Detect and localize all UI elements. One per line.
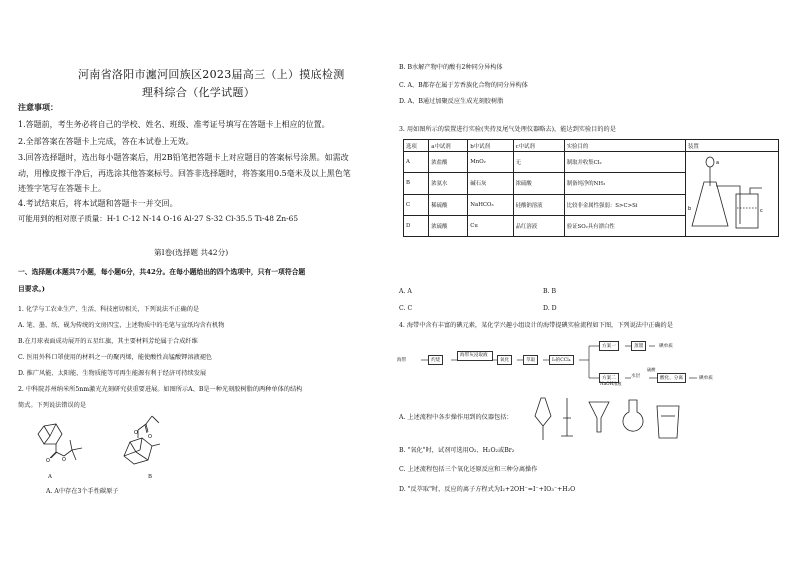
table-cell: Cu xyxy=(468,215,513,236)
apparatus-label-b: b xyxy=(688,206,692,212)
notice-item: 1.答题前，考生务必将自己的学校、姓名、班级、准考证号填写在答题卡上相应的位置。 xyxy=(18,120,330,129)
table-cell: NaHCO₃ xyxy=(468,194,513,215)
table-cell: 制取并收集Cl₂ xyxy=(564,152,685,173)
apparatus-cell xyxy=(686,152,779,237)
table-header: c中试剂 xyxy=(513,140,564,152)
table-cell: MnO₂ xyxy=(468,152,513,173)
table-cell: 比较非金属性强弱：S>C>Si xyxy=(564,194,685,215)
q2-option-c: C. A、B都存在属于芳香族化合物的同分异构体 xyxy=(399,82,528,89)
q3-choice-d: D. D xyxy=(543,305,557,312)
q2-option-a: A. A中存在3个手性碳原子 xyxy=(46,488,119,495)
section-title: 第Ⅰ卷(选择题 共42分) xyxy=(154,248,229,257)
molecule-a-structure xyxy=(30,420,100,478)
q4-option-d: D. "反萃取"时，反应的离子方程式为I₂+2OH⁻=I⁻+IO₃⁻+H₂O xyxy=(399,486,576,493)
apparatus-label-c: c xyxy=(760,208,763,214)
table-header: a中试剂 xyxy=(429,140,468,152)
svg-text:O: O xyxy=(62,457,66,463)
flow-sulfuric: 硫酸 xyxy=(647,367,656,372)
svg-text:O: O xyxy=(134,430,138,436)
table-cell: 稀硫酸 xyxy=(429,194,468,215)
flow-aqueous-layer: 水层 xyxy=(631,374,641,379)
flow-iodine-2: 碘单质 xyxy=(699,376,713,381)
q2-option-b: B. B水解产物中的酸有2种同分异构体 xyxy=(399,64,503,71)
q1-option-b: B.在月球表面成功展开的五星红旗，其主要材料芳纶属于合成纤维 xyxy=(18,338,198,345)
q4-option-b: B. "氧化"时，试剂可选用O₂、H₂O₂或Br₂ xyxy=(399,447,515,454)
table-cell: 浓氨水 xyxy=(429,173,468,194)
q3-choice-b: B. B xyxy=(543,288,557,295)
table-cell: 碱石灰 xyxy=(468,173,513,194)
table-cell: 浓硫酸 xyxy=(513,173,564,194)
table-cell: C xyxy=(404,194,429,215)
q2-option-d: D. A、B通过加聚反应生成光刻胶树脂 xyxy=(399,98,504,105)
atomic-masses: 可能用到的相对原子质量：H-1 C-12 N-14 O-16 Al-27 S-32 Cl-35.5 Ti-48 Zn-65 xyxy=(18,214,299,223)
flow-iodine-1: 碘单质 xyxy=(659,344,673,349)
flow-naoh: NaOH溶液 xyxy=(600,381,622,386)
section-instruction: 目要求。) xyxy=(18,285,46,293)
table-header-row xyxy=(404,140,779,152)
table-header: 装置 xyxy=(686,140,779,152)
beaker-icon xyxy=(657,406,679,438)
q3-choice-a: A. A xyxy=(399,288,412,295)
q4-option-a: A. 上述流程中各步操作用到的仪器包括： xyxy=(399,414,513,421)
flow-acidify-separate: 酸化、分离 xyxy=(657,373,686,383)
table-cell: B xyxy=(404,173,429,194)
flow-distill: 蒸馏 xyxy=(631,341,646,351)
flow-ash-extract: 海带灰浸取液 xyxy=(457,351,493,361)
table-cell: A xyxy=(404,152,429,173)
table-header: 选项 xyxy=(404,140,429,152)
flow-burn: 灼烧 xyxy=(428,355,443,365)
table-cell: 制备纯净的NH₃ xyxy=(564,173,685,194)
flow-plan-two: 方案二 xyxy=(599,373,619,383)
q3-table xyxy=(403,139,779,237)
table-cell: 硅酸钠溶液 xyxy=(513,194,564,215)
q1-option-d: D. 推广风能、太阳能、生物质能等可再生能源有利于经济可持续发展 xyxy=(18,370,207,377)
table-cell: D xyxy=(404,215,429,236)
flow-seaweed: 海带 xyxy=(397,358,407,363)
flow-plan-one: 方案一 xyxy=(599,341,619,351)
exam-title: 河南省洛阳市瀍河回族区2023届高三（上）摸底检测 xyxy=(78,68,345,81)
separatory-funnel-icon xyxy=(535,398,551,440)
table-header: b中试剂 xyxy=(468,140,513,152)
q4-stem: 4. 海带中含有丰富的碘元素，某化学兴趣小组设计的海带提碘实验流程如下图，下列说法中正确的是 xyxy=(399,322,673,329)
funnel-icon xyxy=(589,402,609,432)
flask-icon xyxy=(623,400,643,431)
q1-option-a: A. 笔、墨、纸、砚为传统的文房四宝，上述物质中的毛笔与宣纸均含有机物 xyxy=(18,322,225,329)
svg-text:O: O xyxy=(148,434,152,440)
table-cell: 浓盐酸 xyxy=(429,152,468,173)
section-instruction: 一、选择题(本题共7小题，每小题6分，共42分。在每小题给出的四个选项中，只有一项符合题 xyxy=(18,268,306,276)
flow-oxidize: 氧化 xyxy=(497,355,512,365)
q3-choice-c: C. C xyxy=(399,305,413,312)
molecule-b-label: B xyxy=(148,474,152,480)
q1-stem: 1. 化学与工农业生产、生活、科技密切相关，下列说法不正确的是 xyxy=(18,306,200,313)
table-cell: 浓硫酸 xyxy=(429,215,468,236)
svg-text:O: O xyxy=(46,458,50,464)
table-header: 实验目的 xyxy=(564,140,685,152)
notice-heading: 注意事项： xyxy=(18,102,58,112)
apparatus-diagram xyxy=(688,152,774,236)
molecule-a-label: A xyxy=(48,474,52,480)
q3-stem: 3. 用如图所示的装置进行实验(夹持及尾气处理仪器略去)，能达到实验目的的是 xyxy=(399,126,616,133)
table-row xyxy=(404,152,779,173)
molecule-b-structure xyxy=(112,412,192,478)
table-cell: 验证SO₂具有漂白性 xyxy=(564,215,685,236)
burette-icon xyxy=(561,398,573,436)
notice-item: 2.全部答案在答题卡上完成，答在本试卷上无效。 xyxy=(18,137,194,146)
exam-subtitle: 理科综合（化学试题） xyxy=(142,86,255,99)
q2-stem-cont: 简式。下列说法错误的是 xyxy=(18,402,87,409)
q2-stem: 2. 中科院苏州纳米所5nm激光光刻研究获重要进展。如图所示A、B是一种光刻胶树脂的两种单体的结构 xyxy=(18,386,303,393)
apparatus-label-a: a xyxy=(716,160,720,166)
notice-item: 动，用橡皮擦干净后，再选涂其他答案标号。回答非选择题时，将答案用0.5毫米及以上黑色笔 xyxy=(18,169,351,178)
q4-flowchart-lines xyxy=(399,338,729,394)
notice-item: 迹签字笔写在答题卡上。 xyxy=(18,184,106,193)
notice-item: 3.回答选择题时，选出每小题答案后，用2B铅笔把答题卡上对应题目的答案标号涂黑。如需改 xyxy=(18,153,349,162)
q1-option-c: C. 医用外科口罩使用的材料之一的聚丙烯，能使酸性高锰酸钾溶液褪色 xyxy=(18,354,213,361)
q4-option-c: C. 上述流程包括三个氧化还原反应和三种分离操作 xyxy=(399,466,538,473)
table-cell: 品红溶液 xyxy=(513,215,564,236)
flow-i2-ccl4: I₂的CCl₄ xyxy=(549,355,574,365)
flow-extract: 萃取 xyxy=(523,355,538,365)
glassware-icons xyxy=(533,396,683,442)
notice-item: 4.考试结束后，将本试题和答题卡一并交回。 xyxy=(18,199,178,208)
table-cell: 无 xyxy=(513,152,564,173)
